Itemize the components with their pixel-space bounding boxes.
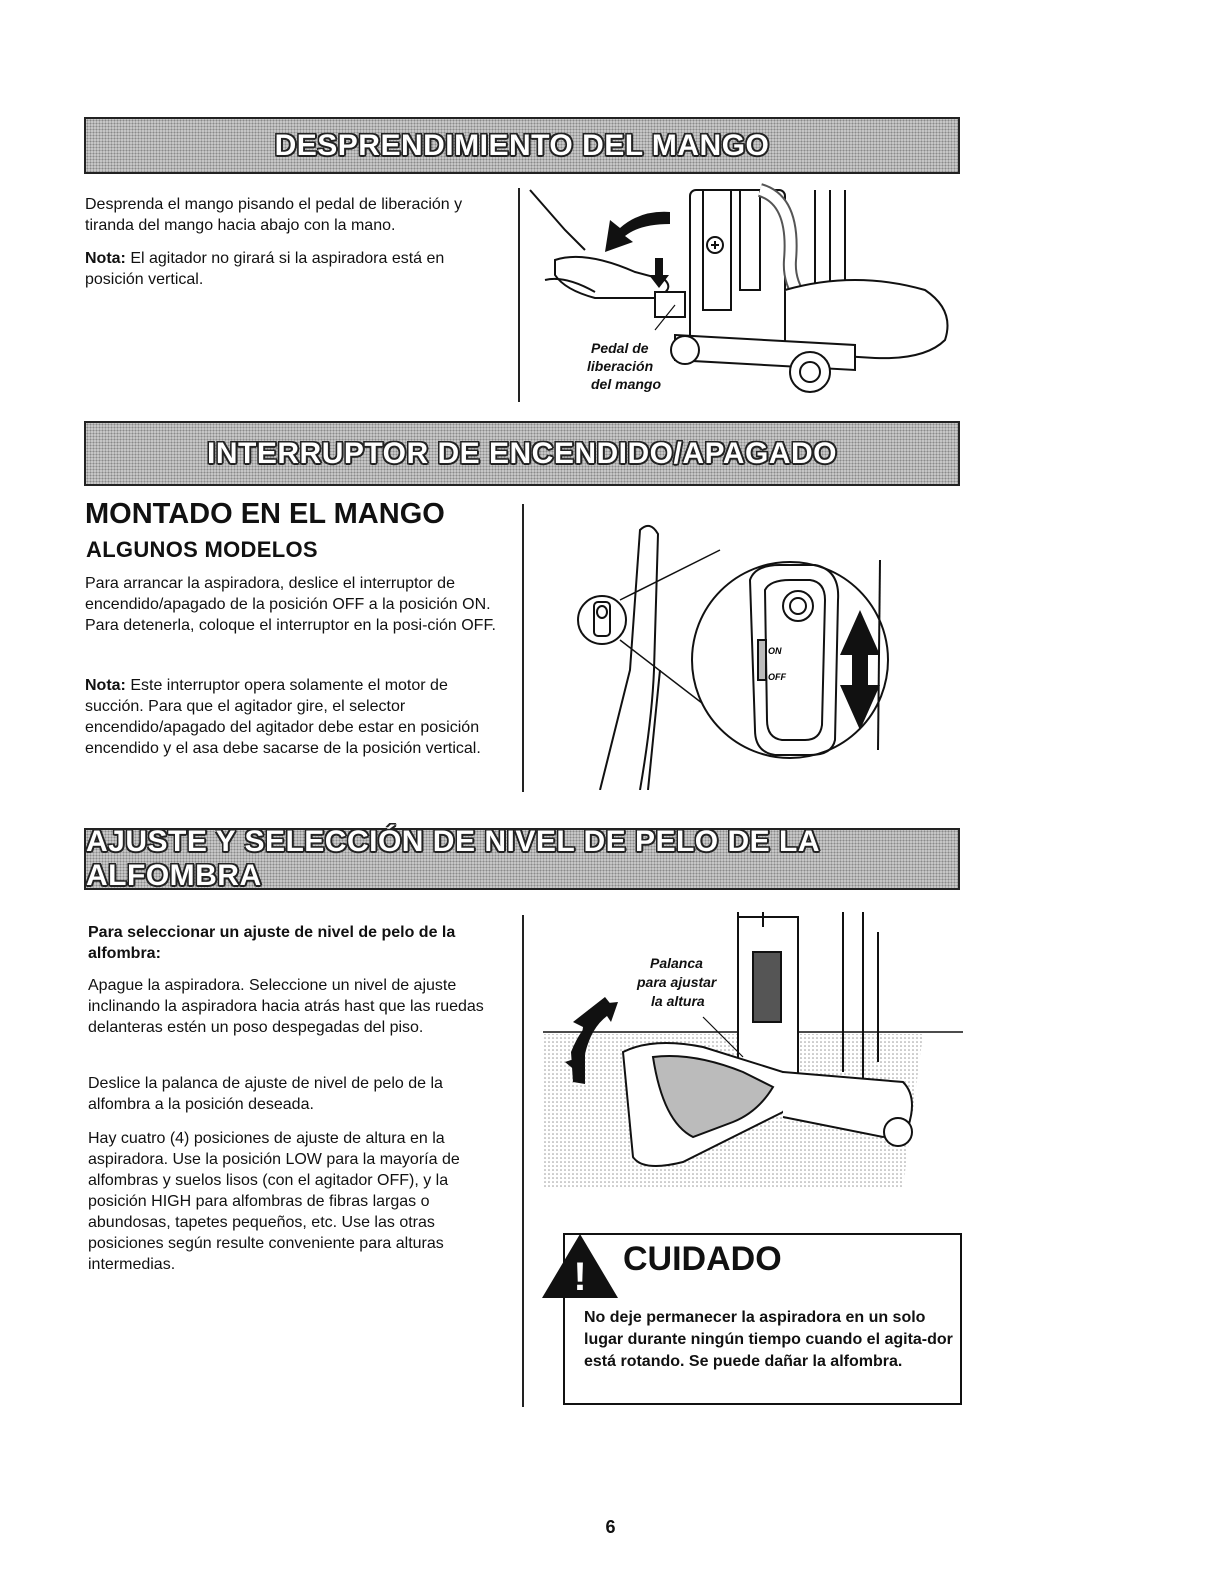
- banner-desprendimiento: [84, 117, 960, 174]
- banner-interruptor: [84, 421, 960, 486]
- caution-text: No deje permanecer la aspiradora en un solo lugar durante ningún tiempo cuando el agita-dor está rotando. Se puede dañar la alfombra.: [584, 1309, 953, 1370]
- column-divider: [522, 915, 524, 1407]
- note-label: Nota:: [85, 677, 126, 694]
- section2-subheading: ALGUNOS MODELOS: [86, 537, 318, 562]
- section2-heading: MONTADO EN EL MANGO: [85, 498, 445, 530]
- handle-release-illustration: [525, 180, 965, 402]
- page-number: 6: [605, 1517, 616, 1537]
- carpet-height-illustration: [543, 912, 963, 1197]
- banner-title: AJUSTE Y SELECCIÓN DE NIVEL DE PELO DE LA ALFOMBRA: [86, 825, 819, 892]
- warning-symbol: !: [573, 1255, 587, 1299]
- column-divider: [522, 504, 524, 792]
- callout-lever-2: para ajustar: [637, 974, 717, 990]
- switch-label-on: ON: [768, 646, 782, 656]
- callout-pedal-2: liberación: [587, 358, 654, 374]
- section3-paragraph-2: Deslice la palanca de ajuste de nivel de pelo de la alfombra a la posición deseada.: [88, 1075, 443, 1113]
- section1-note: [85, 248, 505, 290]
- section1-paragraph: Desprenda el mango pisando el pedal de liberación y tiranda del mango hacia abajo con la mano.: [85, 196, 463, 234]
- banner-title: INTERRUPTOR DE ENCENDIDO/APAGADO: [207, 436, 837, 470]
- callout-lever-1: Palanca: [650, 955, 703, 971]
- switch-label-off: OFF: [768, 672, 786, 682]
- section3-paragraph-3: Hay cuatro (4) posiciones de ajuste de altura en la aspiradora. Use la posición LOW para la mayoría de alfombras y suelos lisos (con el agitador OFF), y la posición HIGH para alfombras de fibras largas o abundosas, tapetes pequeños, etc. Use las otras posiciones según resulte conveniente para alturas intermedias.: [88, 1130, 460, 1273]
- note-text: Este interruptor opera solamente el motor de succión. Para que el agitador gire, el selector encendido/apagado del agitador debe estar en posición encendido y el asa debe sacarse de la posición vertical.: [85, 677, 481, 757]
- section2-note: [85, 675, 505, 759]
- note-text: El agitador no girará si la aspiradora está en posición vertical.: [85, 250, 445, 288]
- warning-triangle-icon: [540, 1230, 620, 1300]
- callout-pedal-3: del mango: [591, 376, 662, 392]
- section3-paragraph-1: Apague la aspiradora. Seleccione un nivel de ajuste inclinando la aspiradora hacia atrás hast que las ruedas delanteras estén un poso despegadas del piso.: [88, 977, 484, 1036]
- note-label: Nota:: [85, 250, 126, 267]
- section3-lead: Para seleccionar un ajuste de nivel de pelo de la alfombra:: [88, 924, 456, 962]
- on-off-switch-illustration: [560, 520, 900, 790]
- section2-paragraph: Para arrancar la aspiradora, deslice el interruptor de encendido/apagado de la posición OFF a la posición ON. Para detenerla, coloque el interruptor en la posi-ción OFF.: [85, 575, 496, 634]
- callout-pedal-1: Pedal de: [591, 340, 649, 356]
- callout-lever-3: la altura: [651, 993, 705, 1009]
- caution-title: CUIDADO: [623, 1240, 782, 1278]
- column-divider: [518, 188, 520, 402]
- banner-title: DESPRENDIMIENTO DEL MANGO: [274, 128, 770, 162]
- banner-ajuste: [84, 825, 960, 892]
